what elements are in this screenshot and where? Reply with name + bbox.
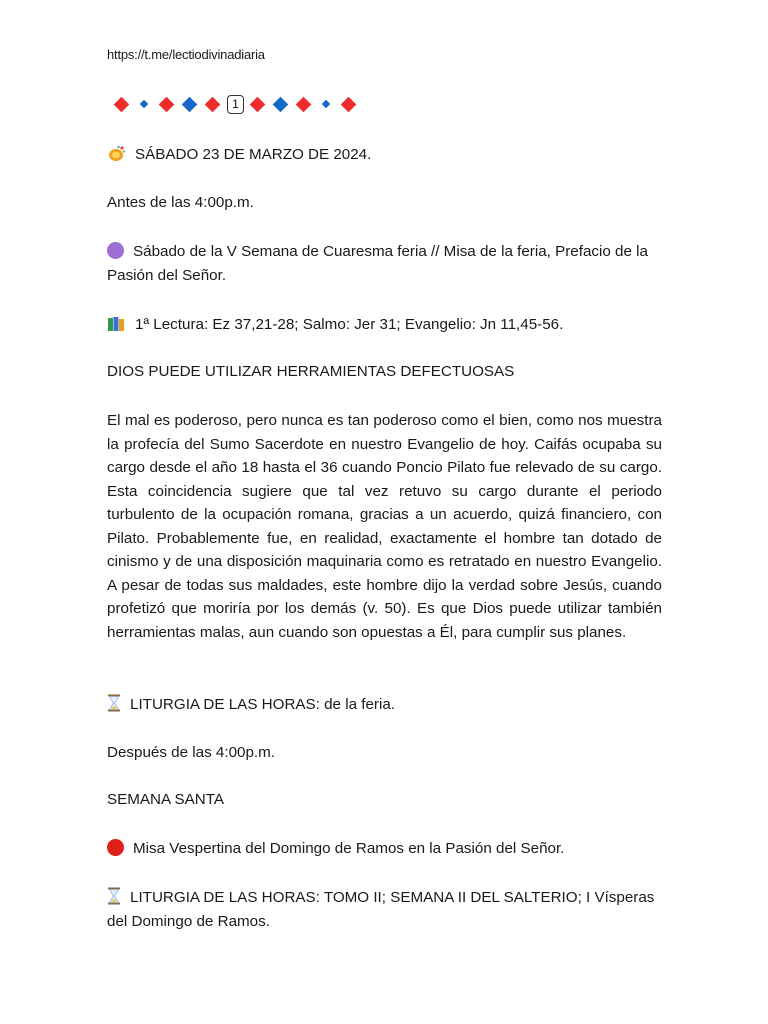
reflection-body: El mal es poderoso, pero nunca es tan poderoso como el bien, como nos muestra la profecía del Sumo Sacerdote en nuestro Evangelio de hoy. Caifás ocupaba su cargo desde el año 18 hasta el 36 cuando Poncio Pilato fue relevado de su cargo. Esta coincidencia sugiere que tal vez retuvo su cargo durante el periodo turbulento de la ocupación romana, gracias a un acuerdo, quizá financiero, con Pilato. Probablemente fue, en realidad, exactamente el hombre tan dotado de cinismo y de una disposición maquinaria como es retratado en nuestro Evangelio. A pesar de todas sus maldades, este hombre dijo la verdad sobre Jesús, cuando profetizó que moriría por los demás (v. 50). Es que Dios puede utilizar también herramientas malas, aun cuando son opuestas a Él, para cumplir sus planes. — [107, 412, 662, 641]
date-line — [107, 143, 662, 167]
red-diamond-icon — [250, 96, 266, 112]
telegram-link[interactable]: https://t.me/lectiodivinadiaria — [107, 47, 265, 62]
before-time: Antes de las 4:00p.m. — [107, 194, 254, 211]
after-time: Después de las 4:00p.m. — [107, 744, 276, 761]
red-diamond-icon — [341, 96, 357, 112]
date-text: SÁBADO 23 DE MARZO DE 2024. — [135, 146, 372, 163]
red-diamond-icon — [205, 96, 221, 112]
blue-diamond-small-icon — [322, 100, 330, 108]
readings-text: 1ª Lectura: Ez 37,21-28; Salmo: Jer 31; Evangelio: Jn 11,45-56. — [135, 316, 564, 333]
hourglass-icon — [107, 887, 121, 905]
diamond-separator — [110, 94, 360, 114]
blue-diamond-icon — [273, 96, 289, 112]
red-diamond-icon — [114, 96, 130, 112]
evening-mass-text: Misa Vespertina del Domingo de Ramos en la Pasión del Señor. — [133, 840, 565, 857]
readings-line — [107, 313, 662, 337]
keycap-one-icon: 1 — [227, 95, 244, 114]
evening-mass-line — [107, 837, 662, 861]
books-icon — [107, 316, 126, 332]
celebration-text: Sábado de la V Semana de Cuaresma feria // Misa de la feria, Prefacio de la Pasión del Señor. — [107, 243, 648, 284]
holy-week-heading: SEMANA SANTA — [107, 791, 225, 808]
hourglass-icon — [107, 694, 121, 712]
celebration-line — [107, 240, 662, 287]
party-popper-icon — [107, 145, 126, 162]
liturgy-hours-feria-text: LITURGIA DE LAS HORAS: de la feria. — [130, 696, 396, 713]
reflection-title: DIOS PUEDE UTILIZAR HERRAMIENTAS DEFECTUOSAS — [107, 363, 515, 380]
red-diamond-icon — [296, 96, 312, 112]
blue-diamond-small-icon — [140, 100, 148, 108]
liturgy-hours-palm-sunday — [107, 886, 662, 933]
blue-diamond-icon — [182, 96, 198, 112]
liturgy-hours-palm-sunday-text: LITURGIA DE LAS HORAS: TOMO II; SEMANA II DEL SALTERIO; I Vísperas del Domingo de Ramos. — [107, 889, 655, 930]
purple-circle-icon — [107, 242, 124, 259]
red-circle-icon — [107, 839, 124, 856]
red-diamond-icon — [159, 96, 175, 112]
liturgy-hours-feria — [107, 693, 662, 717]
